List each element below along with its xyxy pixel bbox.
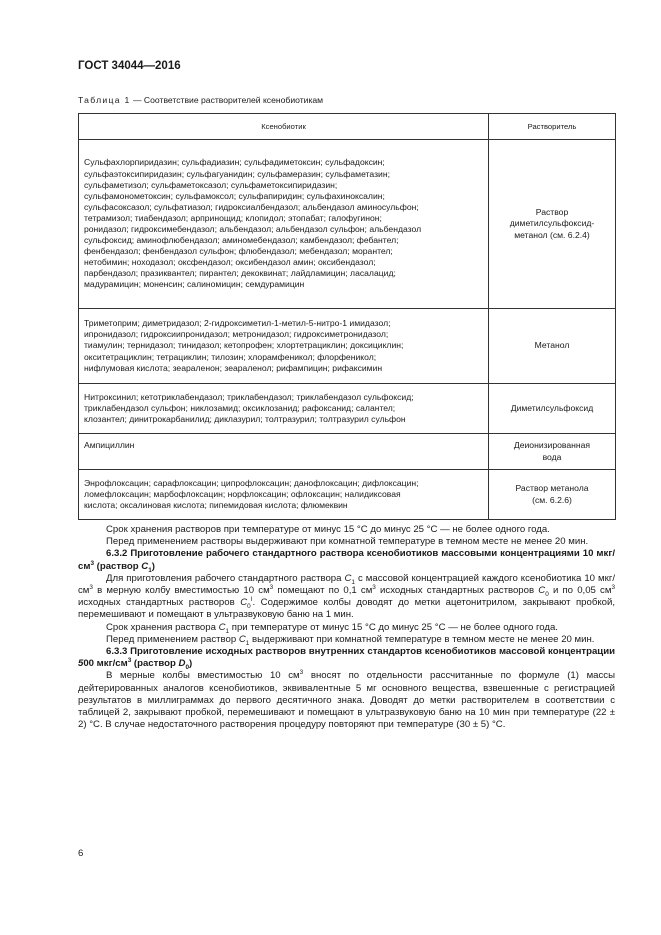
cell-line: сульфаэтоксипиридазин; сульфагуанидин; сульфамеразин; сульфаметазин; — [84, 168, 390, 179]
table-row — [79, 140, 616, 309]
section-heading-6-3-2: 6.3.2 Приготовление рабочего стандартного раствора ксенобиотиков массовыми концентрациями 10 мкг/$см^3$ (раствор $С_1$) — [78, 548, 615, 574]
column-header-solvent: Растворитель — [489, 114, 616, 140]
paragraph: Перед применением раствор $С_1$ выдерживают при комнатной температуре в темном месте не менее 20 мин. — [106, 633, 595, 647]
cell-line: Нитроксинил; кетотриклабендазол; триклабендазол; триклабендазол сульфоксид; — [84, 391, 414, 402]
section-heading-6-3-3: 6.3.3 Приготовление исходных растворов внутренних стандартов ксенобиотиков массовой концентрации 500 мкг/$см^3$ (раствор $D_0$) — [78, 646, 615, 672]
column-header-xenobiotic: Ксенобиотик — [79, 114, 489, 140]
paragraph: Для приготовления рабочего стандартного раствора $С_1$ с массовой концентрацией каждого ксенобиотика 10 мкг/$см^3$ в мерную колбу вместимостью 10 $см^3$ помещают по 0,1 $см^3$ исходных стандартных растворов $С_0$ и по 0,05 $см^3$ исходных стандартных растворов $С_0^I$. Содержимое колбы доводят до метки ацетонитрилом, закрывают пробкой, перемешивают и помещают в ультразвуковую баню на 1 мин. — [78, 572, 616, 621]
table-row — [79, 309, 616, 384]
cell-line: тетрамизол; тиабендазол; арпринощид; клопидол; этопабат; галофугинон; — [84, 212, 382, 223]
cell-line: окситетрациклин; тетрациклин; тилозин; хлорамфеникол; флорфеникол; — [84, 351, 377, 362]
paragraph: Срок хранения растворов при температуре от минус 15 °С до минус 25 °С — не более одного года. — [106, 524, 550, 535]
cell-line: Метанол — [534, 340, 570, 351]
table-caption — [78, 95, 323, 105]
cell-line: кислота; оксалиновая кислота; пипемидовая кислота; флюмеквин — [84, 500, 348, 511]
cell-line: метанол (см. 6.2.4) — [514, 229, 590, 240]
paragraph: Перед применением растворы выдерживают при комнатной температуре в темном месте не менее 20 мин. — [106, 536, 589, 548]
cell-line: клозантел; динитрокарбанилид; диклазурил; толтразурил; толтразурил сульфон — [84, 414, 406, 425]
table-caption-text: — Соответствие растворителей ксенобиотикам — [130, 95, 324, 105]
cell-line: ломефлоксацин; марбофлоксацин; норфлоксацин; офлоксацин; налидиксовая — [84, 488, 401, 499]
paragraph: В мерные колбы вместимостью 10 $см^3$ вносят по отдельности рассчитанные по формуле (1) массы дейтерированных аналогов ксенобиотиков, эквивалентные 5 мг основного вещества, взвешенные с регистрацией результатов в миллиграммах до первого десятичного знака. Доводят до метки растворителем в соответствии с таблицей 2, закрывают пробкой, перемешивают и помещают в ультразвуковую баню на 10 мин при температуре (22 ± 2) °С. В случае недостаточного растворения процедуру повторяют при температуре (30 ± 5) °С. — [78, 669, 615, 731]
cell-line: парбендазол; празиквантел; пирантел; декоквинат; лайдламицин; ласалацид; — [84, 268, 396, 279]
cell-line: сульфоксид; аминофлюбендазол; аминомебендазол; камбендазол; фебантел; — [84, 235, 399, 246]
cell-line: сульфаметизол; сульфаметоксазол; сульфаметоксипиридазин; — [84, 179, 338, 190]
solvent-cell — [489, 470, 616, 520]
cell-line: Ампициллин — [84, 440, 135, 450]
cell-line: Диметилсульфоксид — [510, 402, 594, 413]
xenobiotic-cell — [79, 434, 489, 470]
solvent-cell — [489, 434, 616, 470]
cell-line: вода — [542, 451, 562, 462]
paragraph: Срок хранения раствора $С_1$ при температуре от минус 15 °С до минус 25 °С — не более одного года. — [106, 621, 558, 635]
solvent-cell — [489, 309, 616, 384]
solvent-cell — [489, 140, 616, 309]
cell-line: диметилсульфоксид- — [509, 218, 595, 229]
cell-line: сульфамонометоксин; сульфамоксол; сульфапиридин; сульфахиноксалин; — [84, 190, 385, 201]
cell-line: нифлумовая кислота; зеараленон; зеараленол; рифампицин; рифаксимин — [84, 362, 383, 373]
document-header: ГОСТ 34044—2016 — [78, 60, 181, 72]
cell-line: Триметоприм; диметридазол; 2-гидроксиметил-1-метил-5-нитро-1 имидазол; — [84, 318, 391, 329]
table-caption-label: Таблица 1 — [78, 95, 131, 105]
cell-line: нетобимин; ноходазол; оксфендазол; оксибендазол амин; оксибендазол; — [84, 257, 376, 268]
cell-line: тиамулин; тернидазол; тинидазол; кетопрофен; хлортетрациклин; доксициклин; — [84, 340, 404, 351]
cell-line: сульфасоксазол; сульфатиазол; гидроксиалбендазол; альбендазол аминосульфон; — [84, 201, 419, 212]
xenobiotic-cell — [79, 140, 489, 309]
table-row — [79, 470, 616, 520]
xenobiotic-cell — [79, 470, 489, 520]
table-row — [79, 434, 616, 470]
cell-line: Энрофлоксацин; сарафлоксацин; ципрофлоксацин; данофлоксацин; дифлоксацин; — [84, 477, 419, 488]
cell-line: мадурамицин; моненсин; салиномицин; семдурамицин — [84, 279, 305, 290]
body-text — [78, 524, 615, 731]
cell-line: фенбендазол; фенбендазол сульфон; флюбендазол; мебендазол; морантел; — [84, 246, 393, 257]
xenobiotic-cell — [79, 384, 489, 434]
solvents-table — [78, 113, 616, 520]
xenobiotic-cell — [79, 309, 489, 384]
cell-line: Раствор метанола — [515, 483, 589, 493]
solvent-cell — [489, 384, 616, 434]
cell-line: (см. 6.2.6) — [532, 494, 572, 505]
table-row — [79, 384, 616, 434]
table-header-row — [79, 114, 616, 140]
cell-line: Деионизированная — [513, 440, 591, 450]
cell-line: триклабендазол сульфон; никлозамид; оксиклозанид; рафоксанид; салантел; — [84, 402, 396, 413]
page-number: 6 — [78, 848, 84, 859]
cell-line: ронидазол; гидроксимебендазол; альбендазол; альбендазол сульфон; альбендазол — [84, 224, 422, 234]
cell-line: ипронидазол; гидроксиипронидазол; метронидазол; гидроксиметронидазол; — [84, 329, 389, 340]
cell-line: Раствор — [535, 206, 569, 217]
cell-line: Сульфахлорпиридазин; сульфадиазин; сульфадиметоксин; сульфадоксин; — [84, 157, 385, 168]
